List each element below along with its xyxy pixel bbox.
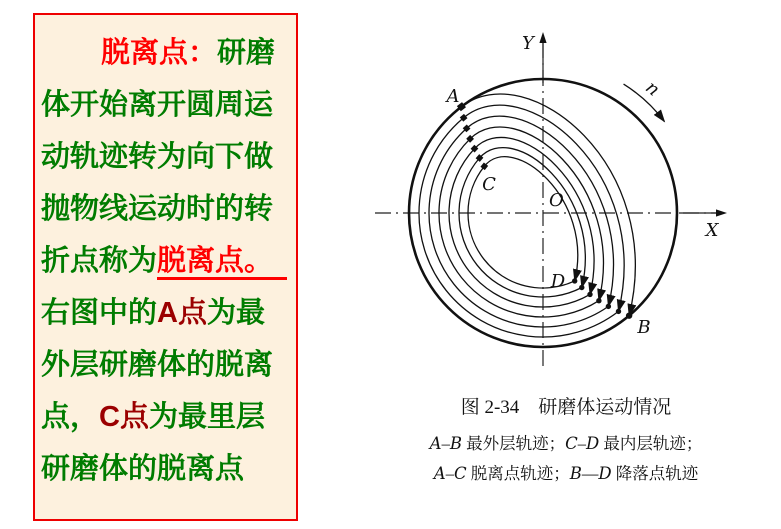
landing-point-dot	[579, 285, 584, 290]
diagram-label-C: C	[482, 174, 496, 195]
figure-legend-line-2: A–C 脱离点轨迹；B—D 降落点轨迹	[433, 464, 699, 483]
diagram-label-B: B	[637, 317, 651, 338]
landing-point-dot	[572, 278, 577, 283]
figure-title: 图 2-34 研磨体运动情况	[460, 397, 672, 418]
rotation-speed-label: n	[641, 77, 664, 101]
text-segment: A点	[157, 297, 207, 329]
landing-point-dot	[587, 292, 592, 297]
text-segment: C点	[99, 401, 149, 433]
text-segment: 脱离点。	[157, 245, 287, 280]
diagram-label-X: X	[705, 220, 719, 241]
parabolic-trajectory	[464, 105, 624, 311]
parabolic-trajectory	[470, 127, 603, 301]
text-segment: 外层研磨体的脱离	[41, 349, 274, 381]
text-segment: 研磨体的脱离点	[41, 453, 245, 485]
diagram-label-O: O	[549, 190, 564, 211]
landing-point-dot	[596, 298, 601, 303]
landing-point-dot	[606, 304, 611, 309]
text-segment: 右图中的	[41, 297, 158, 329]
text-segment: 体开始离开圆周运	[41, 89, 274, 121]
y-axis-arrow	[539, 32, 546, 43]
text-segment: 为最里层	[148, 401, 265, 433]
parabolic-trajectory	[480, 148, 586, 288]
text-segment: 折点称为	[41, 245, 158, 277]
diagram-label-A: A	[446, 86, 460, 107]
text-segment: 脱离点：	[101, 37, 218, 69]
text-segment: 点，	[41, 401, 100, 433]
diagram-label-Y: Y	[522, 33, 534, 54]
landing-point-dot	[626, 312, 632, 318]
figure-caption	[356, 392, 776, 489]
diagram-label-D: D	[550, 271, 566, 292]
text-segment: 动轨迹转为向下做	[41, 141, 274, 173]
text-segment: 为最	[206, 297, 265, 329]
text-segment: 抛物线运动时的转	[41, 193, 274, 225]
figure-legend-line-1: A–B 最外层轨迹；C–D 最内层轨迹；	[429, 434, 703, 453]
text-segment: 研磨	[217, 37, 276, 69]
landing-point-dot	[616, 309, 621, 314]
x-axis-arrow	[716, 209, 727, 216]
